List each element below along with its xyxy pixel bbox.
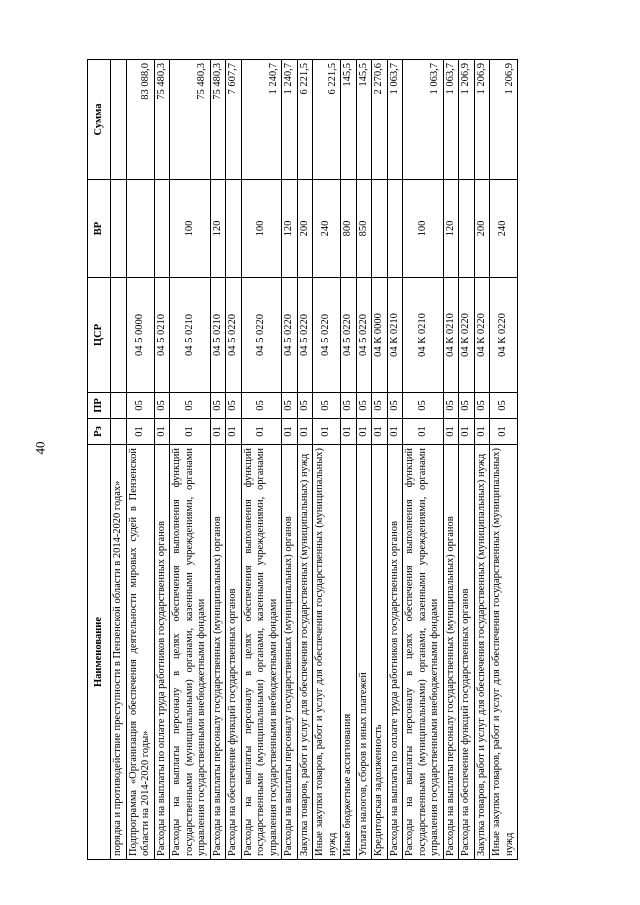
cell-vr: 120 (210, 180, 226, 278)
cell-pr: 05 (372, 393, 388, 419)
cell-pr: 05 (210, 393, 226, 419)
table-row (210, 60, 226, 860)
cell-sum: 75 480,3 (170, 60, 211, 180)
cell-sum: 6 221,5 (313, 60, 341, 180)
cell-csr: 04 5 0220 (356, 278, 372, 393)
table-row (282, 60, 298, 860)
cell-rz: 01 (372, 419, 388, 445)
cell-name: Расходы на обеспечение функций государственных органов (226, 445, 242, 860)
cell-csr: 04 К 0220 (474, 278, 490, 393)
cell-csr (111, 278, 127, 393)
table-row (459, 60, 475, 860)
table-row (170, 60, 211, 860)
cell-pr: 05 (341, 393, 357, 419)
cell-pr: 05 (313, 393, 341, 419)
header-pr: ПР (88, 393, 111, 419)
cell-pr: 05 (459, 393, 475, 419)
cell-vr: 100 (241, 180, 282, 278)
header-name: Наименование (88, 445, 111, 860)
cell-csr: 04 5 0210 (154, 278, 170, 393)
cell-rz: 01 (341, 419, 357, 445)
cell-sum (111, 60, 127, 180)
cell-rz: 01 (474, 419, 490, 445)
cell-pr: 05 (474, 393, 490, 419)
cell-csr: 04 К 0210 (443, 278, 459, 393)
cell-rz: 01 (154, 419, 170, 445)
cell-csr: 04 5 0220 (341, 278, 357, 393)
cell-sum: 1 206,9 (474, 60, 490, 180)
cell-vr: 200 (297, 180, 313, 278)
cell-csr: 04 5 0220 (313, 278, 341, 393)
table-row (372, 60, 388, 860)
cell-name: Закупка товаров, работ и услуг для обеспечения государственных (муниципальных) нужд (474, 445, 490, 860)
cell-vr: 100 (403, 180, 444, 278)
cell-name: Расходы на выплаты по оплате труда работников государственных органов (387, 445, 403, 860)
cell-csr: 04 5 0220 (282, 278, 298, 393)
budget-table (87, 59, 518, 860)
cell-rz: 01 (313, 419, 341, 445)
cell-rz: 01 (226, 419, 242, 445)
cell-csr: 04 5 0210 (210, 278, 226, 393)
cell-name: порядка и противодействие преступности в Пензенской области в 2014-2020 годах» (111, 445, 127, 860)
cell-sum: 1 063,7 (403, 60, 444, 180)
cell-sum: 1 206,9 (490, 60, 518, 180)
cell-name: Уплата налогов, сборов и иных платежей (356, 445, 372, 860)
cell-name: Расходы на выплаты персоналу в целях обеспечения выполнения функций государственными (муниципальными) органами, казенными учреждениями, органами управления государственными внебюджетными фондами (241, 445, 282, 860)
cell-rz: 01 (356, 419, 372, 445)
cell-vr (387, 180, 403, 278)
table-row (490, 60, 518, 860)
header-vr: ВР (88, 180, 111, 278)
table-row (297, 60, 313, 860)
cell-vr (459, 180, 475, 278)
table-header-row (88, 60, 111, 860)
cell-csr: 04 К 0220 (490, 278, 518, 393)
page-number: 40 (32, 441, 48, 455)
cell-rz: 01 (170, 419, 211, 445)
table-row (474, 60, 490, 860)
cell-pr: 05 (403, 393, 444, 419)
cell-rz: 01 (297, 419, 313, 445)
cell-sum: 145,5 (341, 60, 357, 180)
cell-csr: 04 5 0210 (170, 278, 211, 393)
cell-vr: 800 (341, 180, 357, 278)
cell-pr: 05 (226, 393, 242, 419)
cell-name: Расходы на выплаты персоналу в целях обеспечения выполнения функций государственными (муниципальными) органами, казенными учреждениями, органами управления государственными внебюджетными фондами (403, 445, 444, 860)
cell-pr: 05 (126, 393, 154, 419)
cell-vr: 200 (474, 180, 490, 278)
table-row (341, 60, 357, 860)
cell-sum: 83 088,0 (126, 60, 154, 180)
cell-vr (154, 180, 170, 278)
cell-pr: 05 (443, 393, 459, 419)
cell-csr: 04 К 0210 (387, 278, 403, 393)
cell-rz: 01 (126, 419, 154, 445)
cell-csr: 04 К 0000 (372, 278, 388, 393)
cell-csr: 04 5 0220 (297, 278, 313, 393)
header-csr: ЦСР (88, 278, 111, 393)
cell-sum: 1 240,7 (282, 60, 298, 180)
cell-name: Расходы на выплаты персоналу в целях обеспечения выполнения функций государственными (муниципальными) органами, казенными учреждениями, органами управления государственными внебюджетными фондами (170, 445, 211, 860)
cell-rz: 01 (459, 419, 475, 445)
cell-pr: 05 (490, 393, 518, 419)
header-sum: Сумма (88, 60, 111, 180)
table-row (443, 60, 459, 860)
cell-sum: 1 206,9 (459, 60, 475, 180)
table-row (313, 60, 341, 860)
cell-name: Расходы на выплаты персоналу государственных (муниципальных) органов (282, 445, 298, 860)
cell-pr: 05 (241, 393, 282, 419)
cell-name: Иные бюджетные ассигнования (341, 445, 357, 860)
table-row (226, 60, 242, 860)
cell-pr: 05 (170, 393, 211, 419)
cell-name: Иные закупки товаров, работ и услуг для обеспечения государственных (муниципальных) нужд (490, 445, 518, 860)
cell-pr: 05 (297, 393, 313, 419)
cell-pr: 05 (282, 393, 298, 419)
cell-pr (111, 393, 127, 419)
cell-sum: 75 480,3 (154, 60, 170, 180)
cell-name: Расходы на выплаты персоналу государственных (муниципальных) органов (443, 445, 459, 860)
table-row (154, 60, 170, 860)
cell-csr: 04 К 0220 (459, 278, 475, 393)
cell-sum: 6 221,5 (297, 60, 313, 180)
table-row (356, 60, 372, 860)
cell-name: Расходы на выплаты по оплате труда работников государственных органов (154, 445, 170, 860)
table-body (111, 60, 518, 860)
cell-vr: 240 (490, 180, 518, 278)
table-row (403, 60, 444, 860)
table-row (241, 60, 282, 860)
cell-rz: 01 (282, 419, 298, 445)
cell-rz (111, 419, 127, 445)
rotated-table-container (87, 60, 547, 860)
cell-vr: 120 (282, 180, 298, 278)
cell-vr (372, 180, 388, 278)
cell-rz: 01 (210, 419, 226, 445)
cell-name: Расходы на обеспечение функций государственных органов (459, 445, 475, 860)
cell-csr: 04 5 0220 (226, 278, 242, 393)
cell-sum: 2 270,6 (372, 60, 388, 180)
cell-sum: 145,5 (356, 60, 372, 180)
cell-rz: 01 (490, 419, 518, 445)
cell-rz: 01 (241, 419, 282, 445)
cell-vr (126, 180, 154, 278)
cell-sum: 1 063,7 (443, 60, 459, 180)
table-row (111, 60, 127, 860)
cell-vr (111, 180, 127, 278)
cell-rz: 01 (387, 419, 403, 445)
table-row (387, 60, 403, 860)
cell-vr (226, 180, 242, 278)
cell-csr: 04 5 0000 (126, 278, 154, 393)
table-row (126, 60, 154, 860)
cell-sum: 7 607,7 (226, 60, 242, 180)
cell-rz: 01 (443, 419, 459, 445)
cell-vr: 100 (170, 180, 211, 278)
cell-csr: 04 5 0220 (241, 278, 282, 393)
cell-pr: 05 (387, 393, 403, 419)
cell-sum: 1 240,7 (241, 60, 282, 180)
cell-pr: 05 (356, 393, 372, 419)
cell-name: Кредиторская задолженность (372, 445, 388, 860)
cell-sum: 1 063,7 (387, 60, 403, 180)
cell-name: Иные закупки товаров, работ и услуг для обеспечения государственных (муниципальных) нужд (313, 445, 341, 860)
cell-name: Расходы на выплаты персоналу государственных (муниципальных) органов (210, 445, 226, 860)
cell-sum: 75 480,3 (210, 60, 226, 180)
header-rz: Рз (88, 419, 111, 445)
cell-vr: 850 (356, 180, 372, 278)
cell-vr: 240 (313, 180, 341, 278)
cell-csr: 04 К 0210 (403, 278, 444, 393)
cell-name: Закупка товаров, работ и услуг для обеспечения государственных (муниципальных) нужд (297, 445, 313, 860)
cell-name: Подпрограмма «Организация обеспечения деятельности мировых судей в Пензенской области на 2014-2020 годы» (126, 445, 154, 860)
cell-vr: 120 (443, 180, 459, 278)
cell-pr: 05 (154, 393, 170, 419)
cell-rz: 01 (403, 419, 444, 445)
